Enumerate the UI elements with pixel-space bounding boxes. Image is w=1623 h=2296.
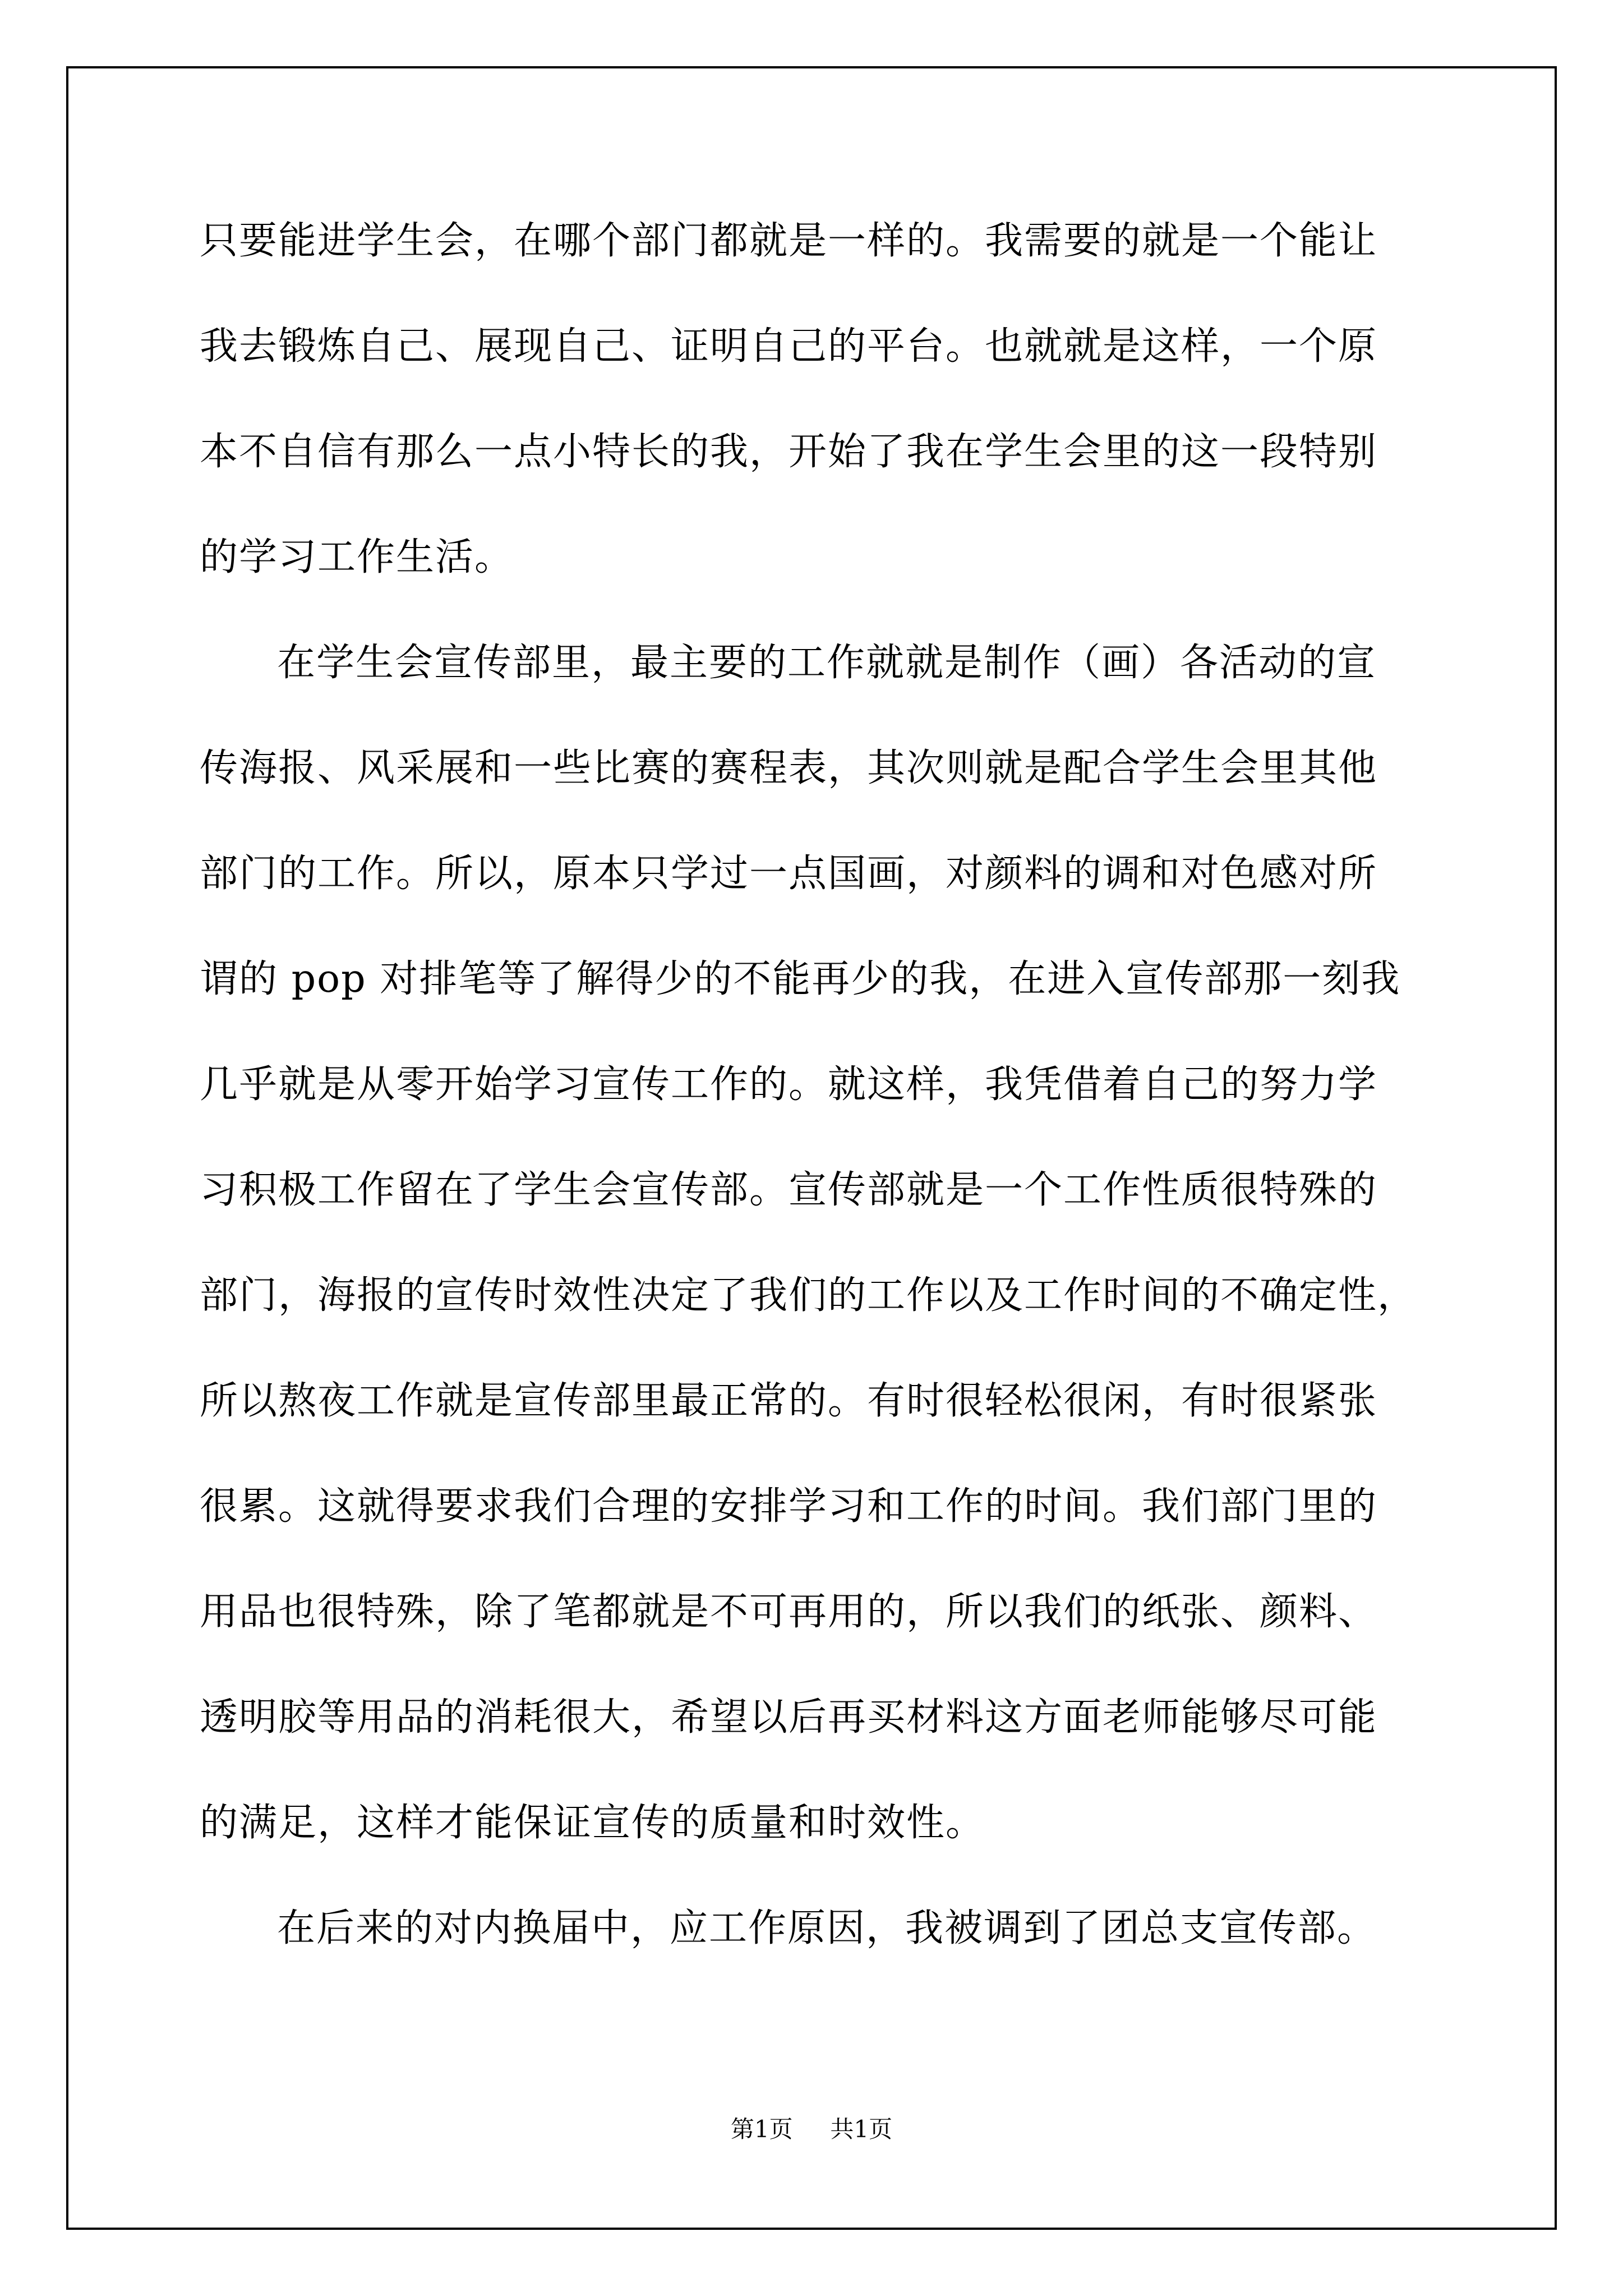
text-line-3: 本不自信有那么一点小特长的我，开始了我在学生会里的这一段特别 <box>200 430 1378 474</box>
text-line-4: 的学习工作生活。 <box>200 535 514 579</box>
total-pages: 共1页 <box>830 2115 893 2143</box>
page-footer <box>0 2113 1623 2146</box>
text-line-16: 的满足，这样才能保证宣传的质量和时效性。 <box>200 1801 985 1845</box>
text-line-8: 谓的 pop 对排笔等了解得少的不能再少的我，在进入宣传部那一刻我 <box>200 957 1401 1001</box>
paragraph-3-line-1: 在后来的对内换届中，应工作原因，我被调到了团总支宣传部。 <box>277 1906 1377 1950</box>
text-line-14: 用品也很特殊，除了笔都就是不可再用的，所以我们的纸张、颜料、 <box>200 1590 1378 1634</box>
text-line-12: 所以熬夜工作就是宣传部里最正常的。有时很轻松很闲，有时很紧张 <box>200 1379 1378 1423</box>
text-line-7: 部门的工作。所以，原本只学过一点国画，对颜料的调和对色感对所 <box>200 852 1378 896</box>
text-line-6: 传海报、风采展和一些比赛的赛程表，其次则就是配合学生会里其他 <box>200 746 1378 790</box>
paragraph-2-line-1: 在学生会宣传部里，最主要的工作就就是制作（画）各活动的宣 <box>277 641 1377 685</box>
text-line-11: 部门，海报的宣传时效性决定了我们的工作以及工作时间的不确定性， <box>200 1273 1417 1318</box>
text-line-10: 习积极工作留在了学生会宣传部。宣传部就是一个工作性质很特殊的 <box>200 1168 1378 1212</box>
text-line-1: 只要能进学生会，在哪个部门都就是一样的。我需要的就是一个能让 <box>200 219 1378 263</box>
text-line-15: 透明胶等用品的消耗很大，希望以后再买材料这方面老师能够尽可能 <box>200 1695 1378 1740</box>
text-line-2: 我去锻炼自己、展现自己、证明自己的平台。也就就是这样，一个原 <box>200 324 1378 369</box>
text-line-9: 几乎就是从零开始学习宣传工作的。就这样，我凭借着自己的努力学 <box>200 1062 1378 1107</box>
page-number: 第1页 <box>730 2115 793 2143</box>
text-line-13: 很累。这就得要求我们合理的安排学习和工作的时间。我们部门里的 <box>200 1484 1378 1529</box>
